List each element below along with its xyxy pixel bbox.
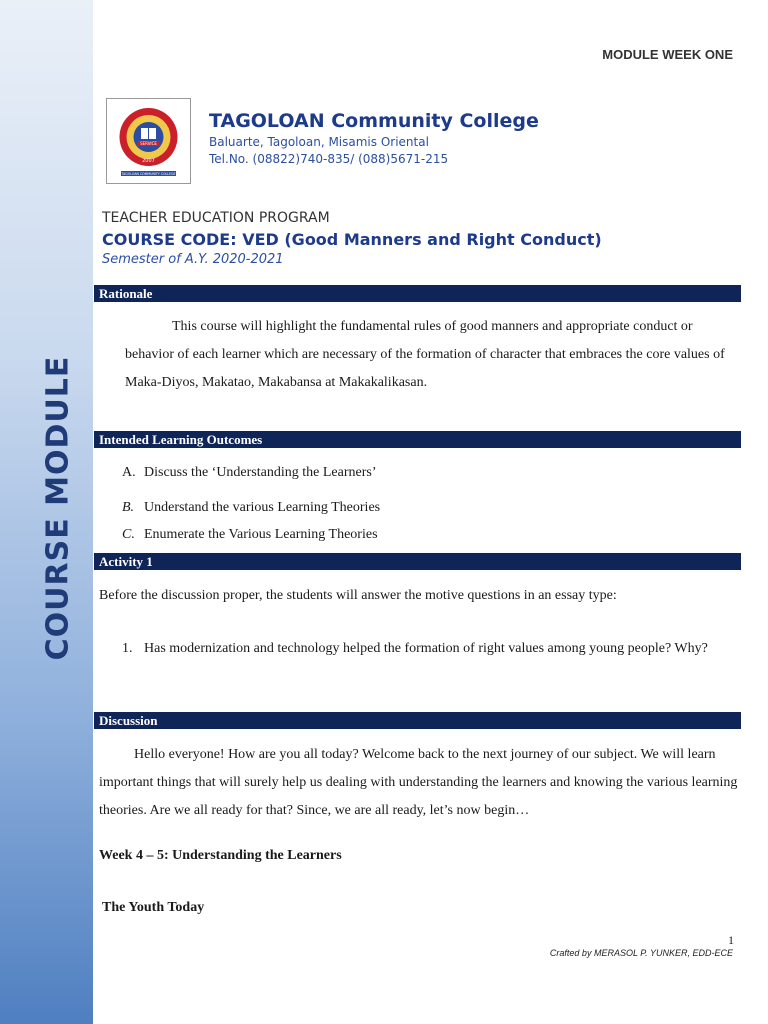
activity-question [122,641,722,697]
seal-ribbon-text: SERVICE [140,141,157,146]
week-heading: Week 4 – 5: Understanding the Learners [99,848,342,863]
activity-header: Activity 1 [94,553,741,570]
outcome-text: Discuss the ‘Understanding the Learners’ [144,465,377,480]
outcome-item [122,527,722,545]
activity-intro: Before the discussion proper, the students will answer the motive questions in an essay type: [99,588,617,603]
outcome-item [122,465,722,483]
college-telephone: Tel.No. (08822)740-835/ (088)5671-215 [209,152,449,166]
outcome-marker: B. [122,500,135,515]
page-number: 1 [728,933,734,947]
outcome-text: Enumerate the Various Learning Theories [144,527,378,542]
rationale-text: This course will highlight the fundamental rules of good manners and appropriate conduct or behavior of each learner which are necessary of the formation of character that embraces the core values of Maka-Diyos, Makatao, Makabansa at Makakalikasan. [125,319,725,390]
program-title: TEACHER EDUCATION PROGRAM [102,210,330,226]
module-week-label: MODULE WEEK ONE [602,47,733,62]
college-seal-icon [107,99,190,183]
college-name: TAGOLOAN Community College [209,110,539,132]
seal-year: 2007 [142,158,155,164]
discussion-header: Discussion [94,712,741,729]
discussion-text: Hello everyone! How are you all today? Welcome back to the next journey of our subject. We will learn important things that will surely help us dealing with understanding the learners and knowing the various learning theories. Are we all ready for that? Since, we are all ready, let’s now begin… [99,747,738,818]
author-credit: Crafted by MERASOL P. YUNKER, EDD-ECE [549,948,733,958]
section-subheading: The Youth Today [102,900,205,915]
college-logo [106,98,191,184]
outcome-marker: A. [122,465,136,480]
outcome-marker: C. [122,527,135,542]
seal-bottom-text: TAGOLOAN COMMUNITY COLLEGE [121,172,176,176]
outcomes-header: Intended Learning Outcomes [94,431,741,448]
outcome-item [122,500,722,518]
question-marker: 1. [122,641,133,656]
college-address: Baluarte, Tagoloan, Misamis Oriental [209,135,429,149]
question-text: Has modernization and technology helped the formation of right values among young people? Why? [144,641,708,656]
sidebar-band [0,0,93,1024]
rationale-header: Rationale [94,285,741,302]
outcome-text: Understand the various Learning Theories [144,500,381,515]
semester-label: Semester of A.Y. 2020-2021 [102,252,284,267]
sidebar-title: COURSE MODULE [40,355,76,661]
course-code: COURSE CODE: VED (Good Manners and Right Conduct) [102,230,602,249]
